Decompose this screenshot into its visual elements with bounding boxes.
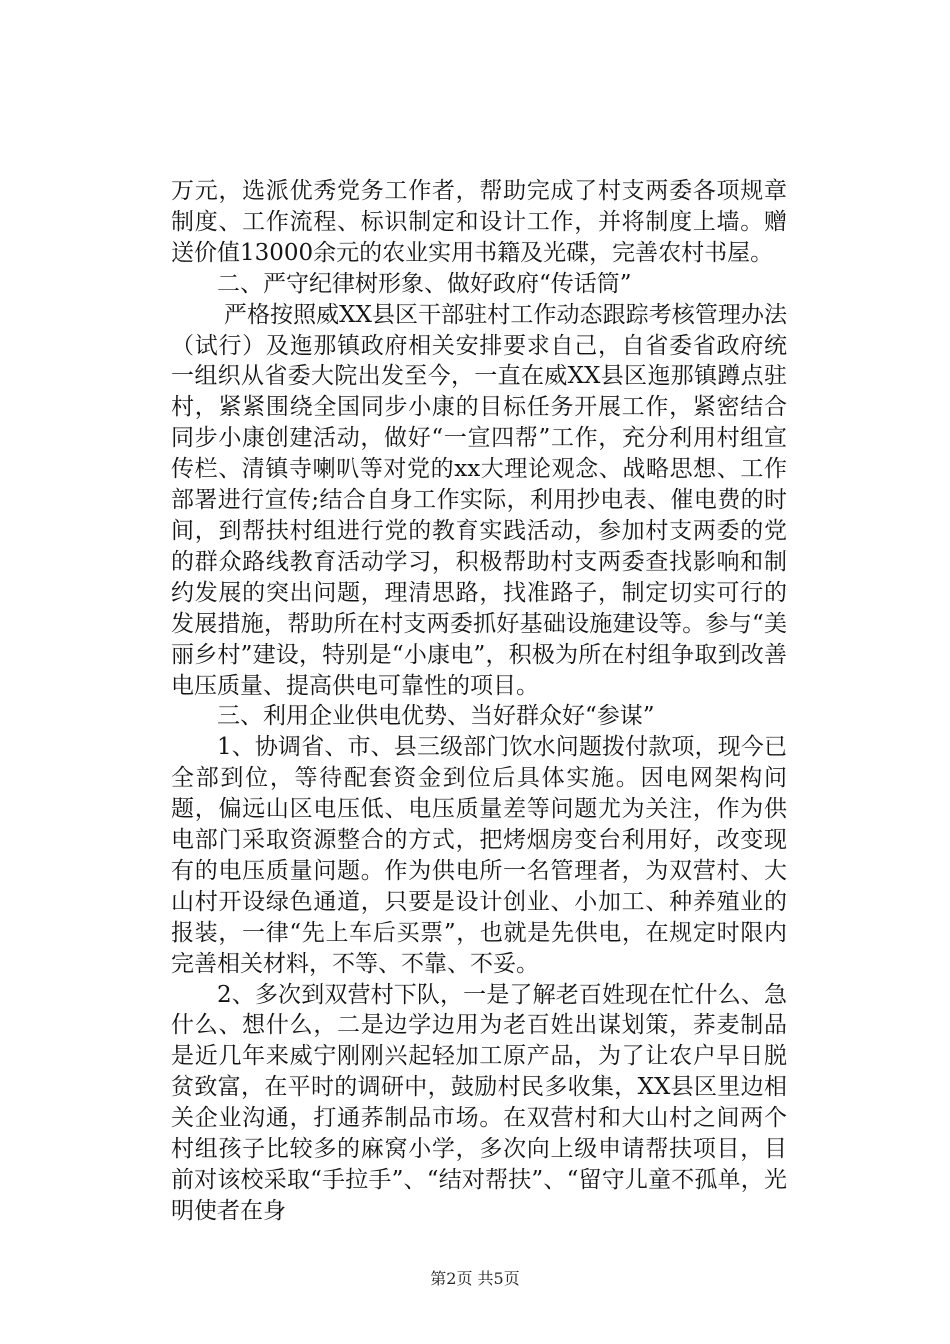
document-body (171, 176, 787, 1227)
paragraph-discipline: 严格按照威XX县区干部驻村工作动态跟踪考核管理办法（试行）及迤那镇政府相关安排要求自己，自省委省政府统一组织从省委大院出发至今，一直在威XX县区迤那镇蹲点驻村，紧紧围绕全国同步小康的目标任务开展工作，紧密结合同步小康创建活动，做好“一宣四帮”工作，充分利用村组宣传栏、清镇寺喇叭等对党的xx大理论观念、战略思想、工作部署进行宣传;结合自身工作实际，利用抄电表、催电费的时间，到帮扶村组进行党的教育实践活动，参加村支两委的党的群众路线教育活动学习，积极帮助村支两委查找影响和制约发展的突出问题，理清思路，找准路子，制定切实可行的发展措施，帮助所在村支两委抓好基础设施建设等。参与“美丽乡村”建设，特别是“小康电”，积极为所在村组争取到改善电压质量、提高供电可靠性的项目。 (171, 301, 787, 699)
paragraph-item-1: 1、协调省、市、县三级部门饮水问题拨付款项，现今已全部到位，等待配套资金到位后具体实施。因电网架构问题，偏远山区电压低、电压质量差等问题尤为关注，作为供电部门采取资源整合的方式，把烤烟房变台利用好，改变现有的电压质量问题。作为供电所一名管理者，为双营村、大山村开设绿色通道，只要是设计创业、小加工、种养殖业的报装，一律“先上车后买票”，也就是先供电，在规定时限内完善相关材料，不等、不靠、不妥。 (171, 734, 787, 977)
section-heading-2: 二、严守纪律树形象、做好政府“传话筒” (217, 270, 632, 297)
paragraph-continuation: 万元，选派优秀党务工作者，帮助完成了村支两委各项规章制度、工作流程、标识制定和设计工作，并将制度上墙。赠送价值13000余元的农业实用书籍及光碟，完善农村书屋。 (171, 178, 787, 266)
section-heading-3: 三、利用企业供电优势、当好群众好“参谋” (217, 703, 655, 730)
paragraph-item-2: 2、多次到双营村下队，一是了解老百姓现在忙什么、急什么、想什么，二是边学边用为老百姓出谋划策，荞麦制品是近几年来威宁刚刚兴起轻加工原产品，为了让农户早日脱贫致富，在平时的调研中，鼓励村民多收集，XX县区里边相关企业沟通，打通荞制品市场。在双营村和大山村之间两个村组孩子比较多的麻窝小学，多次向上级申请帮扶项目，目前对该校采取“手拉手”、“结对帮扶”、“留守儿童不孤单，光明使者在身 (171, 981, 787, 1224)
page-number-footer: 第2页 共5页 (430, 1269, 520, 1288)
